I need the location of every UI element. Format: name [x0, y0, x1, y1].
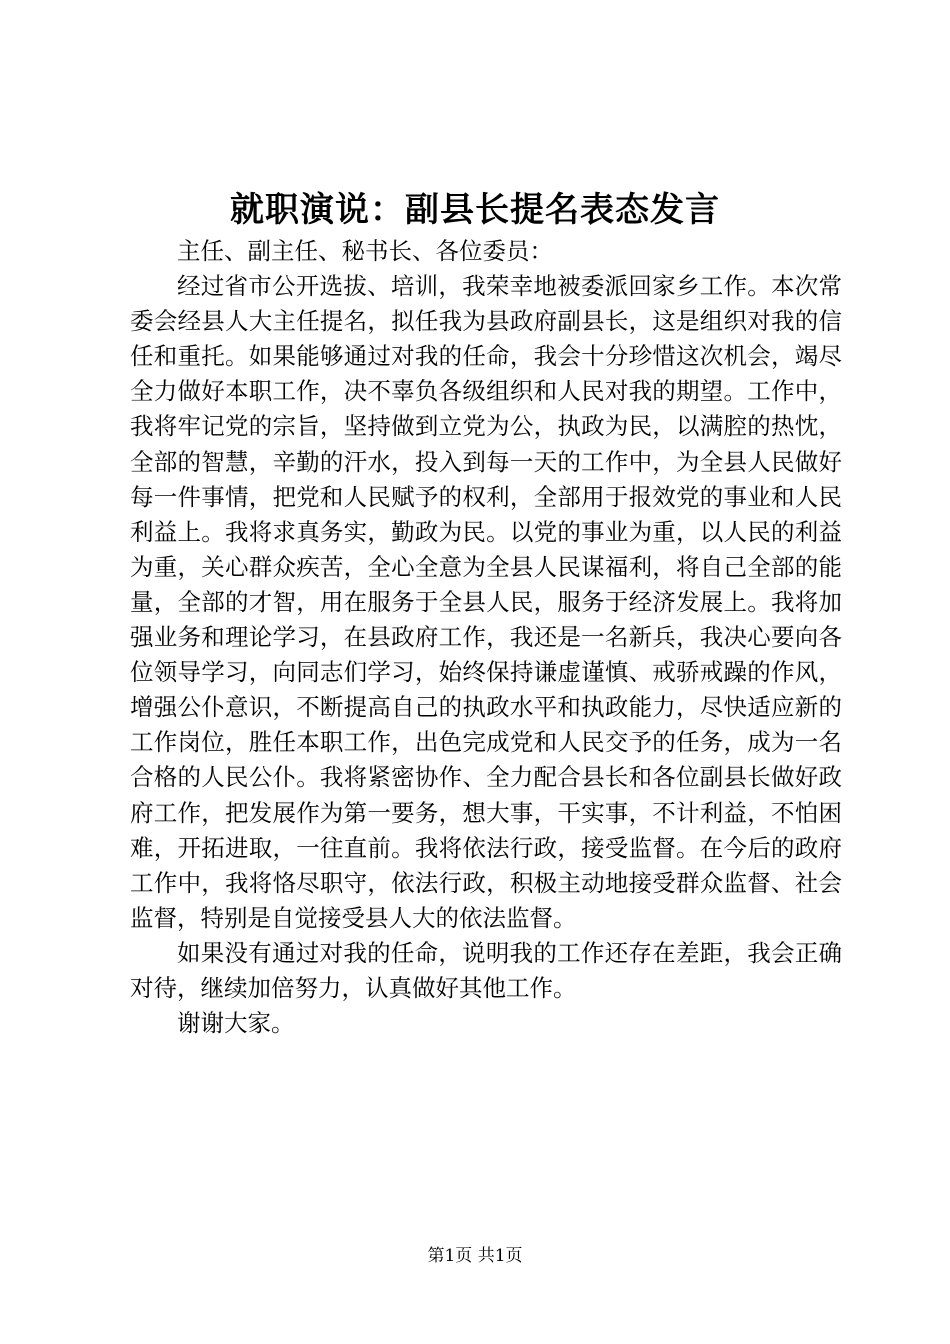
page-footer: 第1页 共1页 [427, 1246, 523, 1266]
closing-paragraph: 如果没有通过对我的任命，说明我的工作还存在差距，我会正确对待，继续加倍努力，认真做好其他工作。 [130, 938, 842, 1002]
main-paragraph: 经过省市公开选拔、培训，我荣幸地被委派回家乡工作。本次常委会经县人大主任提名，拟任我为县政府副县长，这是组织对我的信任和重托。如果能够通过对我的任命，我会十分珍惜这次机会，竭尽全力做好本职工作，决不辜负各级组织和人民对我的期望。工作中，我将牢记党的宗旨，坚持做到立党为公，执政为民，以满腔的热忱，全部的智慧，辛勤的汗水，投入到每一天的工作中，为全县人民做好每一件事情，把党和人民赋予的权利，全部用于报效党的事业和人民利益上。我将求真务实，勤政为民。以党的事业为重，以人民的利益为重，关心群众疾苦，全心全意为全县人民谋福利，将自己全部的能量，全部的才智，用在服务于全县人民，服务于经济发展上。我将加强业务和理论学习，在县政府工作，我还是一名新兵，我决心要向各位领导学习，向同志们学习，始终保持谦虚谨慎、戒骄戒躁的作风，增强公仆意识，不断提高自己的执政水平和执政能力，尽快适应新的工作岗位，胜任本职工作，出色完成党和人民交予的任务，成为一名合格的人民公仆。我将紧密协作、全力配合县长和各位副县长做好政府工作，把发展作为第一要务，想大事，干实事，不计利益，不怕困难，开拓进取，一往直前。我将依法行政，接受监督。在今后的政府工作中，我将恪尽职守，依法行政，积极主动地接受群众监督、社会监督，特别是自觉接受县人大的依法监督。 [130, 272, 842, 932]
document-title: 就职演说：副县长提名表态发言 [230, 190, 720, 230]
salutation-paragraph: 主任、副主任、秘书长、各位委员： [177, 237, 553, 265]
document-body [130, 234, 842, 1041]
thanks-paragraph: 谢谢大家。 [177, 1009, 295, 1038]
